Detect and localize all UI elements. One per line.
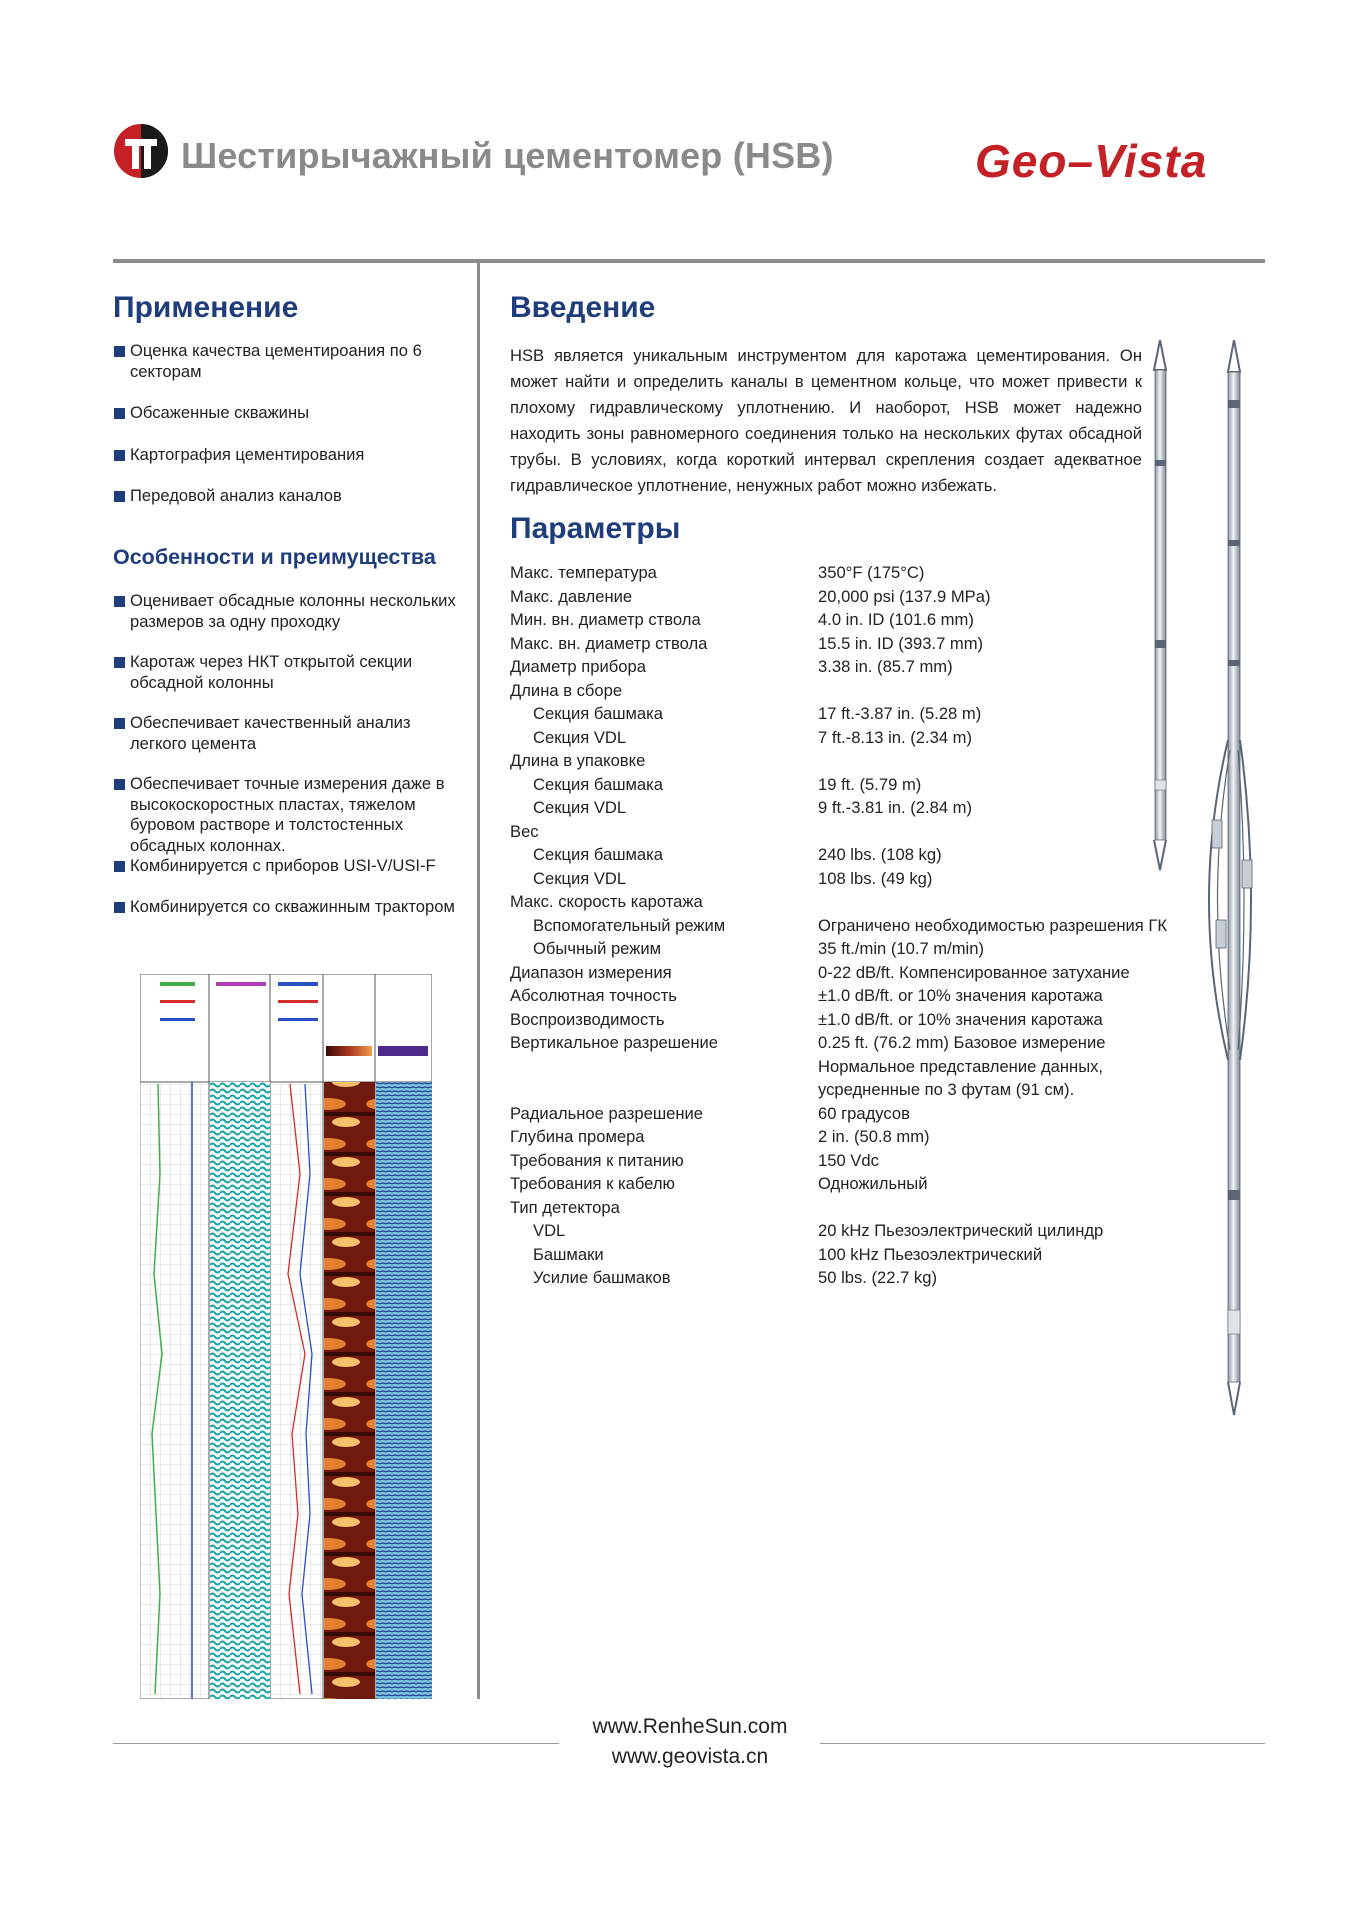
param-value: 350°F (175°C) [818,563,925,582]
param-label: Требования к питанию [510,1150,684,1170]
param-label: Мин. вн. диаметр ствола [510,610,701,629]
param-label: Требования к кабелю [510,1174,675,1193]
param-value: 50 lbs. (22.7 kg) [818,1268,937,1287]
param-value: 3.38 in. (85.7 mm) [818,657,953,676]
param-label: Секция VDL [533,727,627,747]
bullet-square-icon [114,450,125,461]
param-value: Ограничено необходимостью разрешения ГК [818,915,1168,935]
list-item: Передовой анализ каналов [113,486,468,507]
param-label: Диаметр прибора [510,657,646,676]
param-value: ±1.0 dB/ft. or 10% значения каротажа [818,986,1103,1005]
company-logo [113,123,169,179]
param-value: Нормальное представление данных, [818,1056,1104,1076]
param-label: Длина в упаковке [510,751,646,770]
param-label: Вертикальное разрешение [510,1033,718,1052]
column-divider [477,259,480,1699]
application-heading: Применение [113,291,299,324]
list-item: Оценка качества цементироания по 6 секторам [113,341,468,382]
intro-paragraph: HSB является уникальным инструментом для каротажа цементирования. Он может найти и определить каналы в цементном кольце, что может привести к плохому гидравлическому уплотнению. И наоборот, HSB может надежно находить зоны равномерного соединения только на нескольких футах обсадной трубы. В условиях, когда короткий интервал скрепления создает адекватное гидравлическое уплотнение, ненужных работ можно избежать. [510,346,1142,495]
param-value: 17 ft.-3.87 in. (5.28 m) [818,704,982,723]
param-value: 20,000 psi (137.9 MPa) [818,586,991,606]
param-label: VDL [533,1221,566,1240]
param-value: 19 ft. (5.79 m) [818,774,922,794]
bullet-square-icon [114,902,125,913]
list-item: Обеспечивает качественный анализ легкого цемента [113,713,468,754]
param-label: Воспроизводимость [510,1009,665,1029]
list-item: Картография цементирования [113,445,468,466]
bullet-square-icon [114,346,125,357]
param-label: Башмаки [533,1244,604,1264]
features-heading: Особенности и преимущества [113,545,436,569]
param-label: Секция башмака [533,704,663,723]
header-divider [113,259,1265,263]
param-value: 0.25 ft. (76.2 mm) Базовое измерение [818,1033,1106,1052]
param-label: Радиальное разрешение [510,1103,704,1123]
param-value: 2 in. (50.8 mm) [818,1127,930,1146]
param-value: 60 градусов [818,1103,910,1123]
features-list [113,591,468,917]
param-value: 100 kHz Пьезоэлектрический [818,1244,1043,1264]
param-label: Макс. давление [510,586,633,606]
footer-divider-left [113,1743,559,1744]
param-label: Тип детектора [510,1197,620,1217]
param-label: Обычный режим [533,939,662,958]
footer-url-renhesun[interactable]: www.RenheSun.com [592,1715,788,1738]
param-label: Секция VDL [533,868,627,888]
param-value: 9 ft.-3.81 in. (2.84 m) [818,798,973,817]
param-label: Вспомогательный режим [533,915,726,935]
param-label: Глубина промера [510,1127,645,1146]
param-value: Одножильный [818,1174,928,1193]
param-label: Диапазон измерения [510,962,672,982]
bullet-square-icon [114,408,125,419]
bullet-square-icon [114,861,125,872]
param-value: 15.5 in. ID (393.7 mm) [818,633,984,653]
param-label: Макс. температура [510,563,657,582]
params-heading: Параметры [510,512,681,545]
param-label: Секция башмака [533,845,663,864]
param-label: Вес [510,821,539,841]
param-value: 0-22 dB/ft. Компенсированное затухание [818,962,1130,982]
bullet-square-icon [114,596,125,607]
intro-heading: Введение [510,291,656,324]
param-value: 240 lbs. (108 kg) [818,845,942,864]
param-value: усредненные по 3 футам (91 см). [818,1080,1075,1099]
param-value: 150 Vdc [818,1150,879,1170]
application-list [113,341,468,507]
param-label: Секция VDL [533,798,627,817]
bullet-square-icon [114,779,125,790]
param-label: Абсолютная точность [510,986,677,1005]
param-label: Секция башмака [533,774,663,794]
brand-logo-text: Geo–Vista [975,135,1208,187]
param-value: 7 ft.-8.13 in. (2.34 m) [818,727,973,747]
hsb-tool-image [1150,340,1265,1420]
list-item: Каротаж через НКТ открытой секции обсадной колонны [113,652,468,693]
param-label: Длина в сборе [510,680,623,700]
footer-url-geovista[interactable]: www.geovista.cn [611,1745,769,1768]
list-item: Комбинируется со скважинным трактором [113,897,468,918]
param-value: ±1.0 dB/ft. or 10% значения каротажа [818,1009,1103,1029]
param-value: 108 lbs. (49 kg) [818,868,933,888]
param-label: Макс. скорость каротажа [510,892,703,911]
param-value: 4.0 in. ID (101.6 mm) [818,610,974,629]
list-item: Обеспечивает точные измерения даже в высокоскоростных пластах, тяжелом буровом растворе и толстостенных обсадных колоннах. [113,774,468,856]
list-item: Обсаженные скважины [113,403,468,424]
bullet-square-icon [114,657,125,668]
bullet-square-icon [114,491,125,502]
list-item: Оценивает обсадные колонны нескольких размеров за одну проходку [113,591,468,632]
list-item: Комбинируется с приборов USI-V/USI-F [113,856,468,877]
param-label: Макс. вн. диаметр ствола [510,633,708,653]
bullet-square-icon [114,718,125,729]
param-label: Усилие башмаков [533,1268,671,1287]
param-value: 20 kHz Пьезоэлектрический цилиндр [818,1221,1104,1240]
cement-log-image [140,974,432,1699]
param-value: 35 ft./min (10.7 m/min) [818,939,984,958]
page-title: Шестирычажный цементомер (HSB) [181,135,834,176]
footer-divider-right [820,1743,1265,1744]
